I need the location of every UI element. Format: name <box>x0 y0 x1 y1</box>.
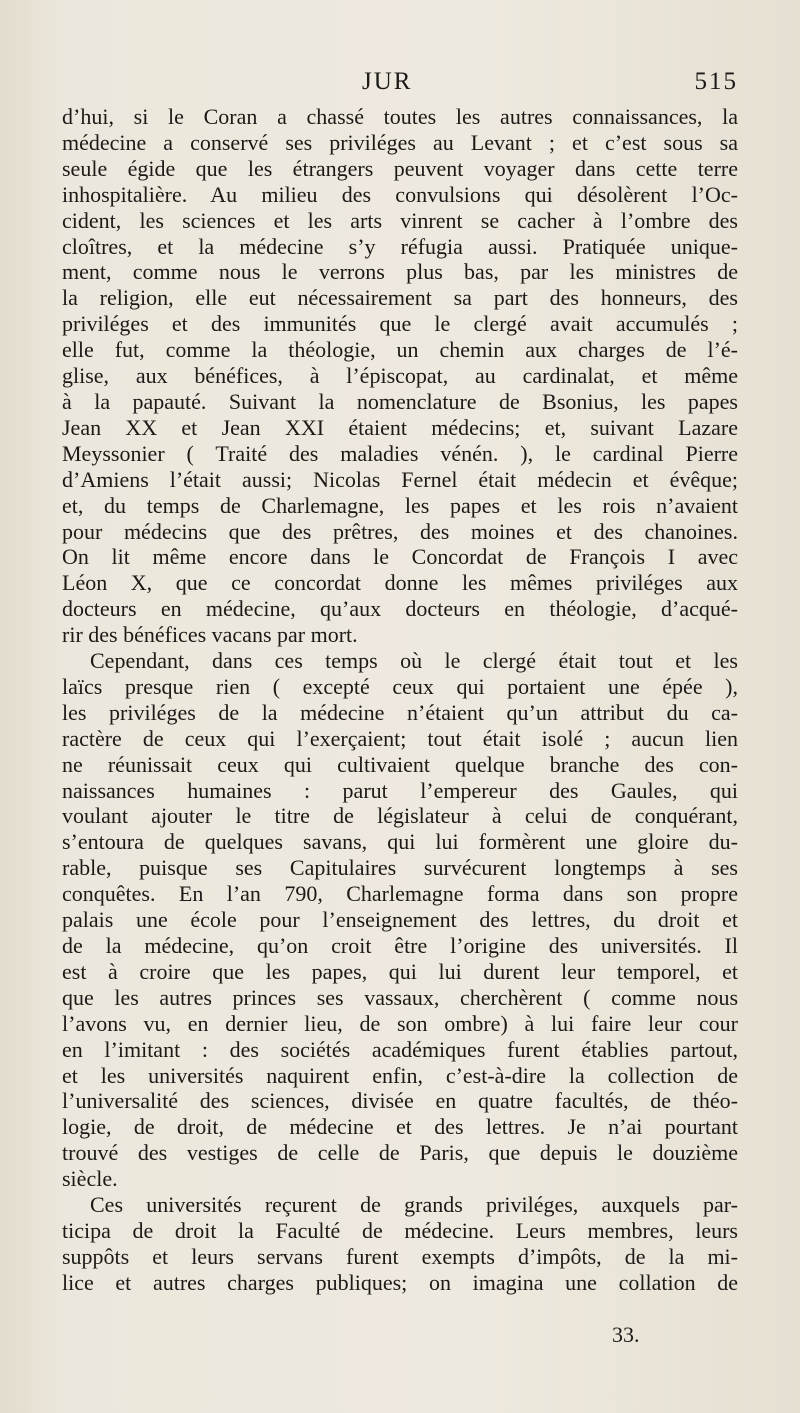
text-line: ractère de ceux qui l’exerçaient; tout était isolé ; aucun lien <box>62 725 738 751</box>
text-line: d’Amiens l’était aussi; Nicolas Fernel était médecin et évêque; <box>62 466 738 492</box>
text-line: s’entoura de quelques savans, qui lui formèrent une gloire du- <box>62 829 738 855</box>
text-line: glise, aux bénéfices, à l’épiscopat, au cardinalat, et même <box>62 363 738 389</box>
text-line: la religion, elle eut nécessairement sa part des honneurs, des <box>62 285 738 311</box>
text-line: cloîtres, et la médecine s’y réfugia aussi. Pratiquée unique- <box>62 233 738 259</box>
running-header <box>62 68 738 104</box>
text-line: l’universalité des sciences, divisée en quatre facultés, de théo- <box>62 1088 738 1114</box>
text-line: On lit même encore dans le Concordat de François I avec <box>62 544 738 570</box>
text-line: cident, les sciences et les arts vinrent se cacher à l’ombre des <box>62 207 738 233</box>
text-line: et les universités naquirent enfin, c’est-à-dire la collection de <box>62 1062 738 1088</box>
text-line: naissances humaines : parut l’empereur des Gaules, qui <box>62 777 738 803</box>
text-line: de la médecine, qu’on croit être l’origine des universités. Il <box>62 933 738 958</box>
text-line: Cependant, dans ces temps où le clergé était tout et les <box>90 648 738 674</box>
text-line: logie, de droit, de médecine et des lettres. Je n’ai pourtant <box>62 1114 738 1140</box>
signature-mark: 33. <box>612 1322 640 1347</box>
text-line: inhospitalière. Au milieu des convulsions qui désolèrent l’Oc- <box>62 181 738 207</box>
text-line: à la papauté. Suivant la nomenclature de Bsonius, les papes <box>62 388 738 414</box>
text-line: Ces universités reçurent de grands priviléges, auxquels par- <box>90 1192 738 1218</box>
text-line: est à croire que les papes, qui lui durent leur temporel, et <box>62 958 738 984</box>
text-line: pour médecins que des prêtres, des moines et des chanoines. <box>62 518 738 544</box>
text-line: suppôts et leurs servans furent exempts d’impôts, de la mi- <box>62 1243 738 1269</box>
text-line: trouvé des vestiges de celle de Paris, que depuis le douzième <box>62 1140 738 1166</box>
text-line: Meyssonier ( Traité des maladies vénén. ), le cardinal Pierre <box>62 440 738 466</box>
text-line: en l’imitant : des sociétés académiques furent établies partout, <box>62 1036 738 1062</box>
text-line: palais une école pour l’enseignement des lettres, du droit et <box>62 907 738 933</box>
paragraph <box>62 648 738 1192</box>
text-line: Jean XX et Jean XXI étaient médecins; et, suivant Lazare <box>62 414 738 440</box>
text-line: seule égide que les étrangers peuvent voyager dans cette terre <box>62 155 738 181</box>
text-line: d’hui, si le Coran a chassé toutes les autres connaissances, la <box>62 104 738 129</box>
text-line: rable, puisque ses Capitulaires survécurent longtemps à ses <box>62 855 738 881</box>
text-line: et, du temps de Charlemagne, les papes et les rois n’avaient <box>62 492 738 518</box>
text-line: médecine a conservé ses priviléges au Levant ; et c’est sous sa <box>62 129 738 155</box>
text-line: l’avons vu, en dernier lieu, de son ombre) à lui faire leur cour <box>62 1010 738 1036</box>
paragraph <box>62 104 738 648</box>
text-line: Léon X, que ce concordat donne les mêmes priviléges aux <box>62 570 738 596</box>
text-line: ne réunissait ceux qui cultivaient quelque branche des con- <box>62 751 738 777</box>
text-line: que les autres princes ses vassaux, cherchèrent ( comme nous <box>62 984 738 1010</box>
text-line: les priviléges de la médecine n’étaient qu’un attribut du ca- <box>62 699 738 725</box>
text-line: voulant ajouter le titre de législateur à celui de conquérant, <box>62 803 738 829</box>
text-line: elle fut, comme la théologie, un chemin aux charges de l’é- <box>62 337 738 363</box>
text-line: docteurs en médecine, qu’aux docteurs en théologie, d’acqué- <box>62 596 738 622</box>
running-title: JUR <box>362 68 413 95</box>
text-line: siècle. <box>62 1166 118 1192</box>
text-line: lice et autres charges publiques; on imagina une collation de <box>62 1269 738 1295</box>
text-line: ticipa de droit la Faculté de médecine. Leurs membres, leurs <box>62 1217 738 1243</box>
text-line: rir des bénéfices vacans par mort. <box>62 622 358 648</box>
page-number: 515 <box>694 68 738 95</box>
text-line: ment, comme nous le verrons plus bas, par les ministres de <box>62 259 738 285</box>
body-text <box>62 104 738 1296</box>
text-line: laïcs presque rien ( excepté ceux qui portaient une épée ), <box>62 673 738 699</box>
text-line: conquêtes. En l’an 790, Charlemagne forma dans son propre <box>62 881 738 907</box>
paragraph <box>62 1192 738 1296</box>
text-line: priviléges et des immunités que le clergé avait accumulés ; <box>62 311 738 337</box>
